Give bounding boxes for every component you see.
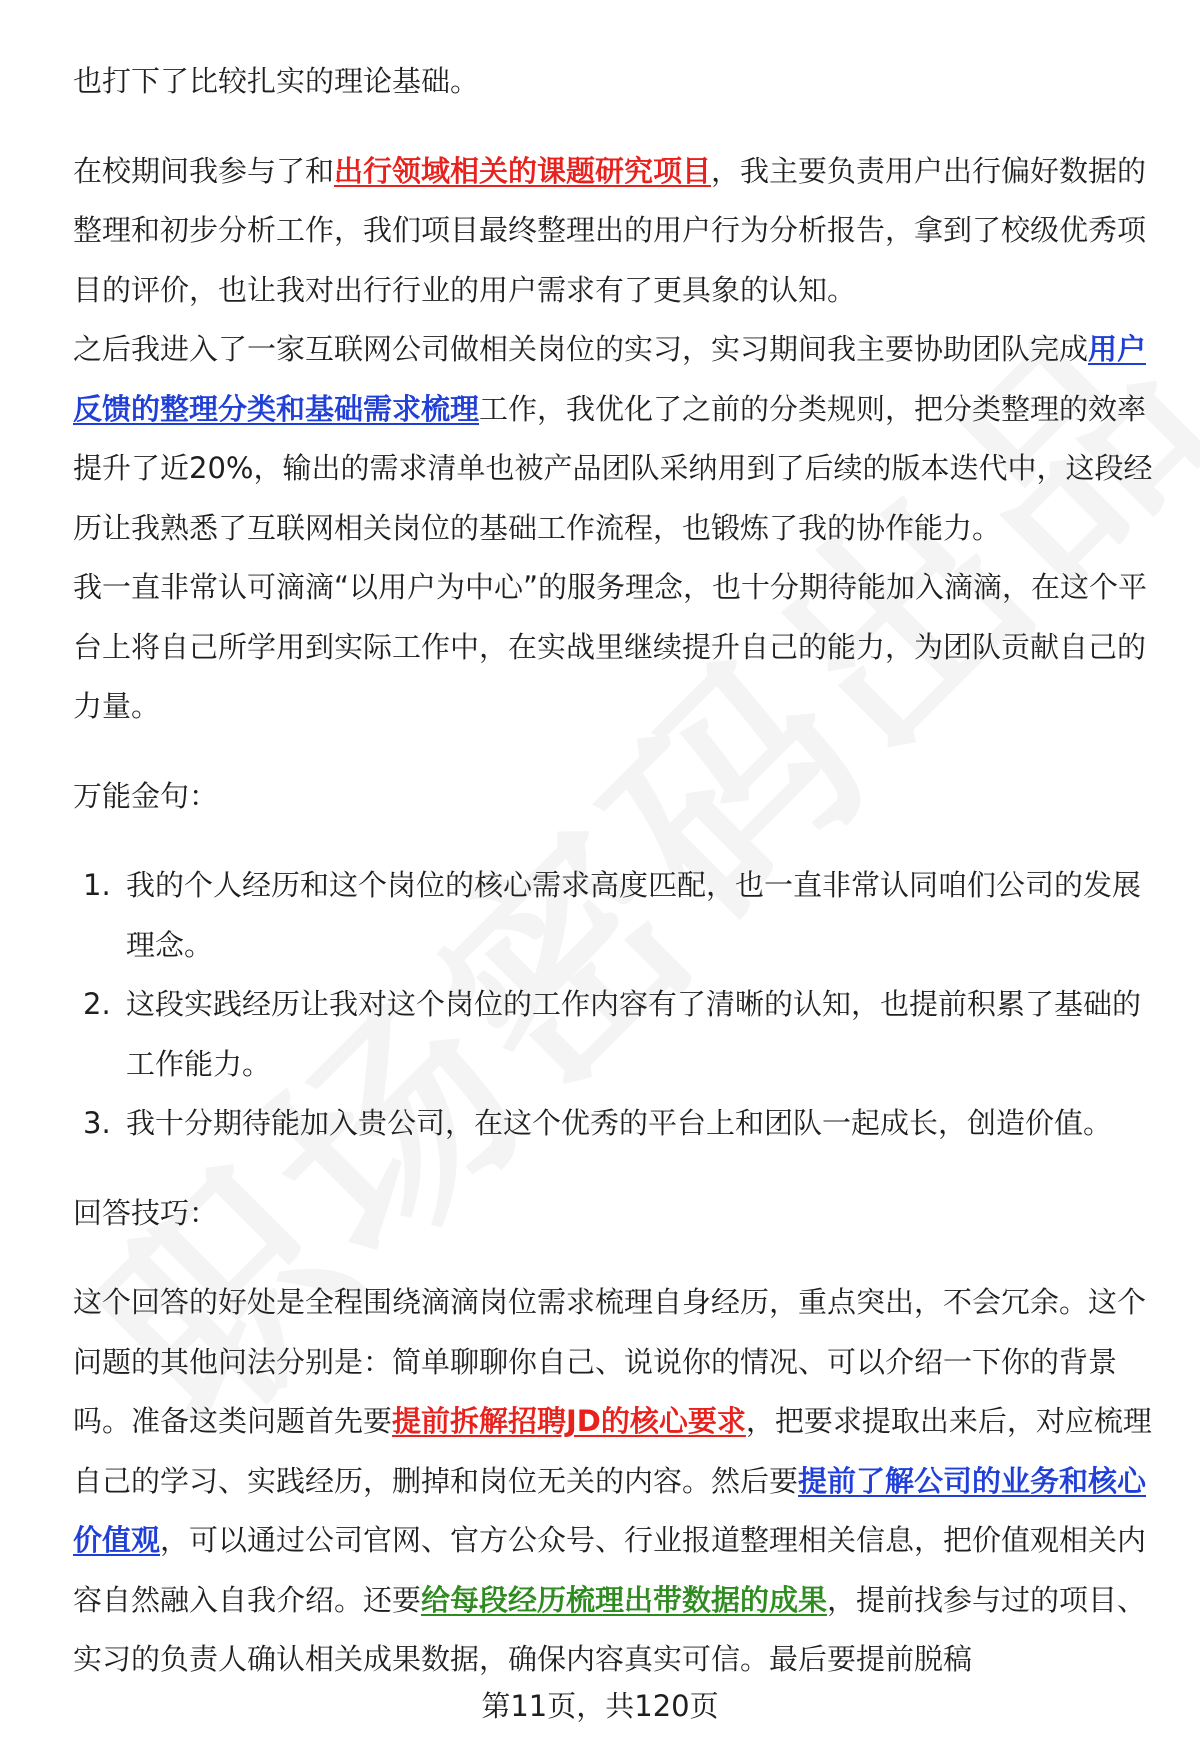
paragraph-intro-tail: 也打下了比较扎实的理论基础。 — [73, 64, 480, 98]
list-number: 3. — [83, 1106, 111, 1140]
paragraph-school-project — [73, 142, 1153, 321]
list-item — [73, 975, 1153, 1094]
text-segment: 之后我进入了一家互联网公司做相关岗位的实习，实习期间我主要协助团队完成 — [73, 332, 1089, 366]
list-text: 我的个人经历和这个岗位的核心需求高度匹配，也一直非常认同咱们公司的发展理念。 — [126, 868, 1142, 962]
list-item — [73, 1094, 1153, 1154]
tips-label: 回答技巧： — [73, 1195, 219, 1230]
highlight-company-values: 提前了解公司的业务和核心价值观 — [73, 1463, 1147, 1557]
list-text: 这段实践经历让我对这个岗位的工作内容有了清晰的认知，也提前积累了基础的工作能力。 — [126, 987, 1142, 1081]
paragraph-motivation: 我一直非常认可滴滴“以用户为中心”的服务理念，也十分期待能加入滴滴，在这个平台上将自己所学用到实际工作中，在实战里继续提升自己的能力，为团队贡献自己的力量。 — [73, 570, 1148, 723]
highlight-jd-requirements: 提前拆解招聘JD的核心要求 — [392, 1404, 746, 1438]
paragraph-internship — [73, 320, 1153, 558]
highlight-internship-task: 用户反馈的整理分类和基础需求梳理 — [73, 332, 1147, 426]
page-content — [73, 52, 1153, 1690]
paragraph-tips — [73, 1273, 1153, 1690]
text-segment: 这个回答的好处是全程围绕滴滴岗位需求梳理自身经历，重点突出，不会冗余。这个问题的其他问法分别是：简单聊聊你自己、说说你的情况、可以介绍一下你的背景吗。准备这类问题首先要 — [73, 1285, 1147, 1438]
text-segment: 在校期间我参与了和 — [73, 153, 335, 188]
highlight-data-results: 给每段经历梳理出带数据的成果 — [421, 1582, 828, 1617]
highlight-project: 出行领域相关的课题研究项目 — [334, 153, 712, 188]
text-segment: ，提前找参与过的项目、实习的负责人确认相关成果数据，确保内容真实可信。最后要提前脱稿 — [73, 1582, 1147, 1676]
text-segment: ，我主要负责用户出行偏好数据的整理和初步分析工作，我们项目最终整理出的用户行为分析报告，拿到了校级优秀项目的评价，也让我对出行行业的用户需求有了更具象的认知。 — [73, 153, 1147, 307]
golden-sentences-list — [73, 856, 1153, 1154]
golden-sentences-label: 万能金句： — [73, 778, 219, 813]
list-number: 2. — [83, 987, 111, 1021]
list-item — [73, 856, 1153, 975]
text-segment: ，可以通过公司官网、官方公众号、行业报道整理相关信息，把价值观相关内容自然融入自我介绍。还要 — [73, 1523, 1147, 1617]
text-segment: ，把要求提取出来后，对应梳理自己的学习、实践经历，删掉和岗位无关的内容。然后要 — [73, 1404, 1152, 1498]
list-text: 我十分期待能加入贵公司，在这个优秀的平台上和团队一起成长，创造价值。 — [126, 1106, 1113, 1140]
text-segment: 工作，我优化了之前的分类规则，把分类整理的效率提升了近20%，输出的需求清单也被产品团队采纳用到了后续的版本迭代中，这段经历让我熟悉了互联网相关岗位的基础工作流程，也锻炼了我的协作能力。 — [73, 391, 1153, 545]
page-number-footer: 第11页，共120页 — [481, 1689, 719, 1723]
list-number: 1. — [83, 868, 111, 902]
